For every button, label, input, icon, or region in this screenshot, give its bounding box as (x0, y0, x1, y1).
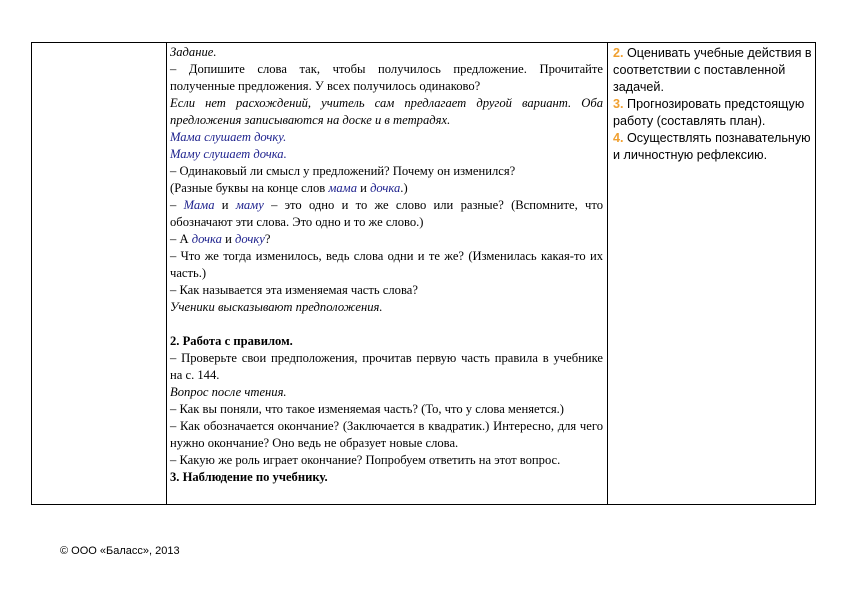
item-text: Оценивать учебные действия в соответствии с поставленной задачей. (613, 46, 812, 94)
question-same-word-text: – это одно и то же слово или разные? (Вспомните, что обозначают эти слова. Это одно и то же слово.) (170, 198, 603, 229)
dash: – (170, 198, 184, 212)
question-after-reading: Вопрос после чтения. (170, 385, 287, 399)
sentence-two: Маму слушает дочка. (170, 147, 287, 161)
word-dochka: дочка (191, 232, 222, 246)
conjunction: и (357, 181, 371, 195)
learning-actions-cell (608, 43, 816, 505)
lesson-content (167, 43, 607, 486)
question-dochka (170, 231, 603, 248)
word-mama: мама (328, 181, 358, 195)
lesson-content-cell (167, 43, 608, 505)
lesson-table (31, 42, 816, 505)
learning-action-item (613, 45, 812, 96)
empty-column-cell (32, 43, 167, 505)
answer-letters-end: .) (400, 181, 408, 195)
task-title: Задание. (170, 45, 217, 59)
question-ending-role: – Какую же роль играет окончание? Попробуем ответить на этот вопрос. (170, 453, 561, 467)
item-number: 2. (613, 46, 624, 60)
conjunction: и (221, 232, 235, 246)
question-mark: ? (264, 232, 271, 246)
word-dochka: дочка (370, 181, 401, 195)
learning-action-item (613, 96, 812, 130)
rule-check: – Проверьте свои предположения, прочитав первую часть правила в учебнике на с. 144. (170, 351, 603, 382)
question-dochka-start: – А (170, 232, 192, 246)
students-guess: Ученики высказывают предположения. (170, 300, 383, 314)
word-mamu: маму (235, 198, 264, 212)
learning-action-item (613, 130, 812, 164)
sentence-one: Мама слушает дочку. (170, 130, 287, 144)
section-observation-heading: 3. Наблюдение по учебнику. (170, 470, 328, 484)
instruction: – Допишите слова так, чтобы получилось предложение. Прочитайте полученные предложения. У всех получилось одинаково? (170, 62, 603, 93)
word-dochku: дочку (234, 232, 265, 246)
question-ending: – Как обозначается окончание? (Заключается в квадратик.) Интересно, для чего нужно окончание? Оно ведь не образует новые слова. (170, 419, 603, 450)
question-meaning: – Одинаковый ли смысл у предложений? Почему он изменился? (170, 164, 516, 178)
answer-letters-text: (Разные буквы на конце слов (170, 181, 329, 195)
section-rule-heading: 2. Работа с правилом. (170, 334, 293, 348)
question-part-name: – Как называется эта изменяемая часть слова? (170, 283, 418, 297)
teacher-note: Если нет расхождений, учитель сам предлагает другой вариант. Оба предложения записываются на доске и в тетрадях. (170, 96, 603, 127)
learning-actions (608, 43, 815, 164)
item-number: 4. (613, 131, 624, 145)
question-changeable-part: – Как вы поняли, что такое изменяемая часть? (То, что у слова меняется.) (170, 402, 564, 416)
item-number: 3. (613, 97, 624, 111)
spacer (170, 316, 603, 333)
answer-letters (170, 180, 603, 197)
question-same-word (170, 197, 603, 231)
table-row (32, 43, 816, 505)
item-text: Осуществлять познавательную и личностную рефлексию. (613, 131, 811, 162)
item-text: Прогнозировать предстоящую работу (составлять план). (613, 97, 805, 128)
word-mama-cap: Мама (183, 198, 215, 212)
question-changed: – Что же тогда изменилось, ведь слова одни и те же? (Изменилась какая-то их часть.) (170, 249, 603, 280)
conjunction: и (214, 198, 236, 212)
copyright-footer: © ООО «Баласс», 2013 (60, 545, 180, 557)
